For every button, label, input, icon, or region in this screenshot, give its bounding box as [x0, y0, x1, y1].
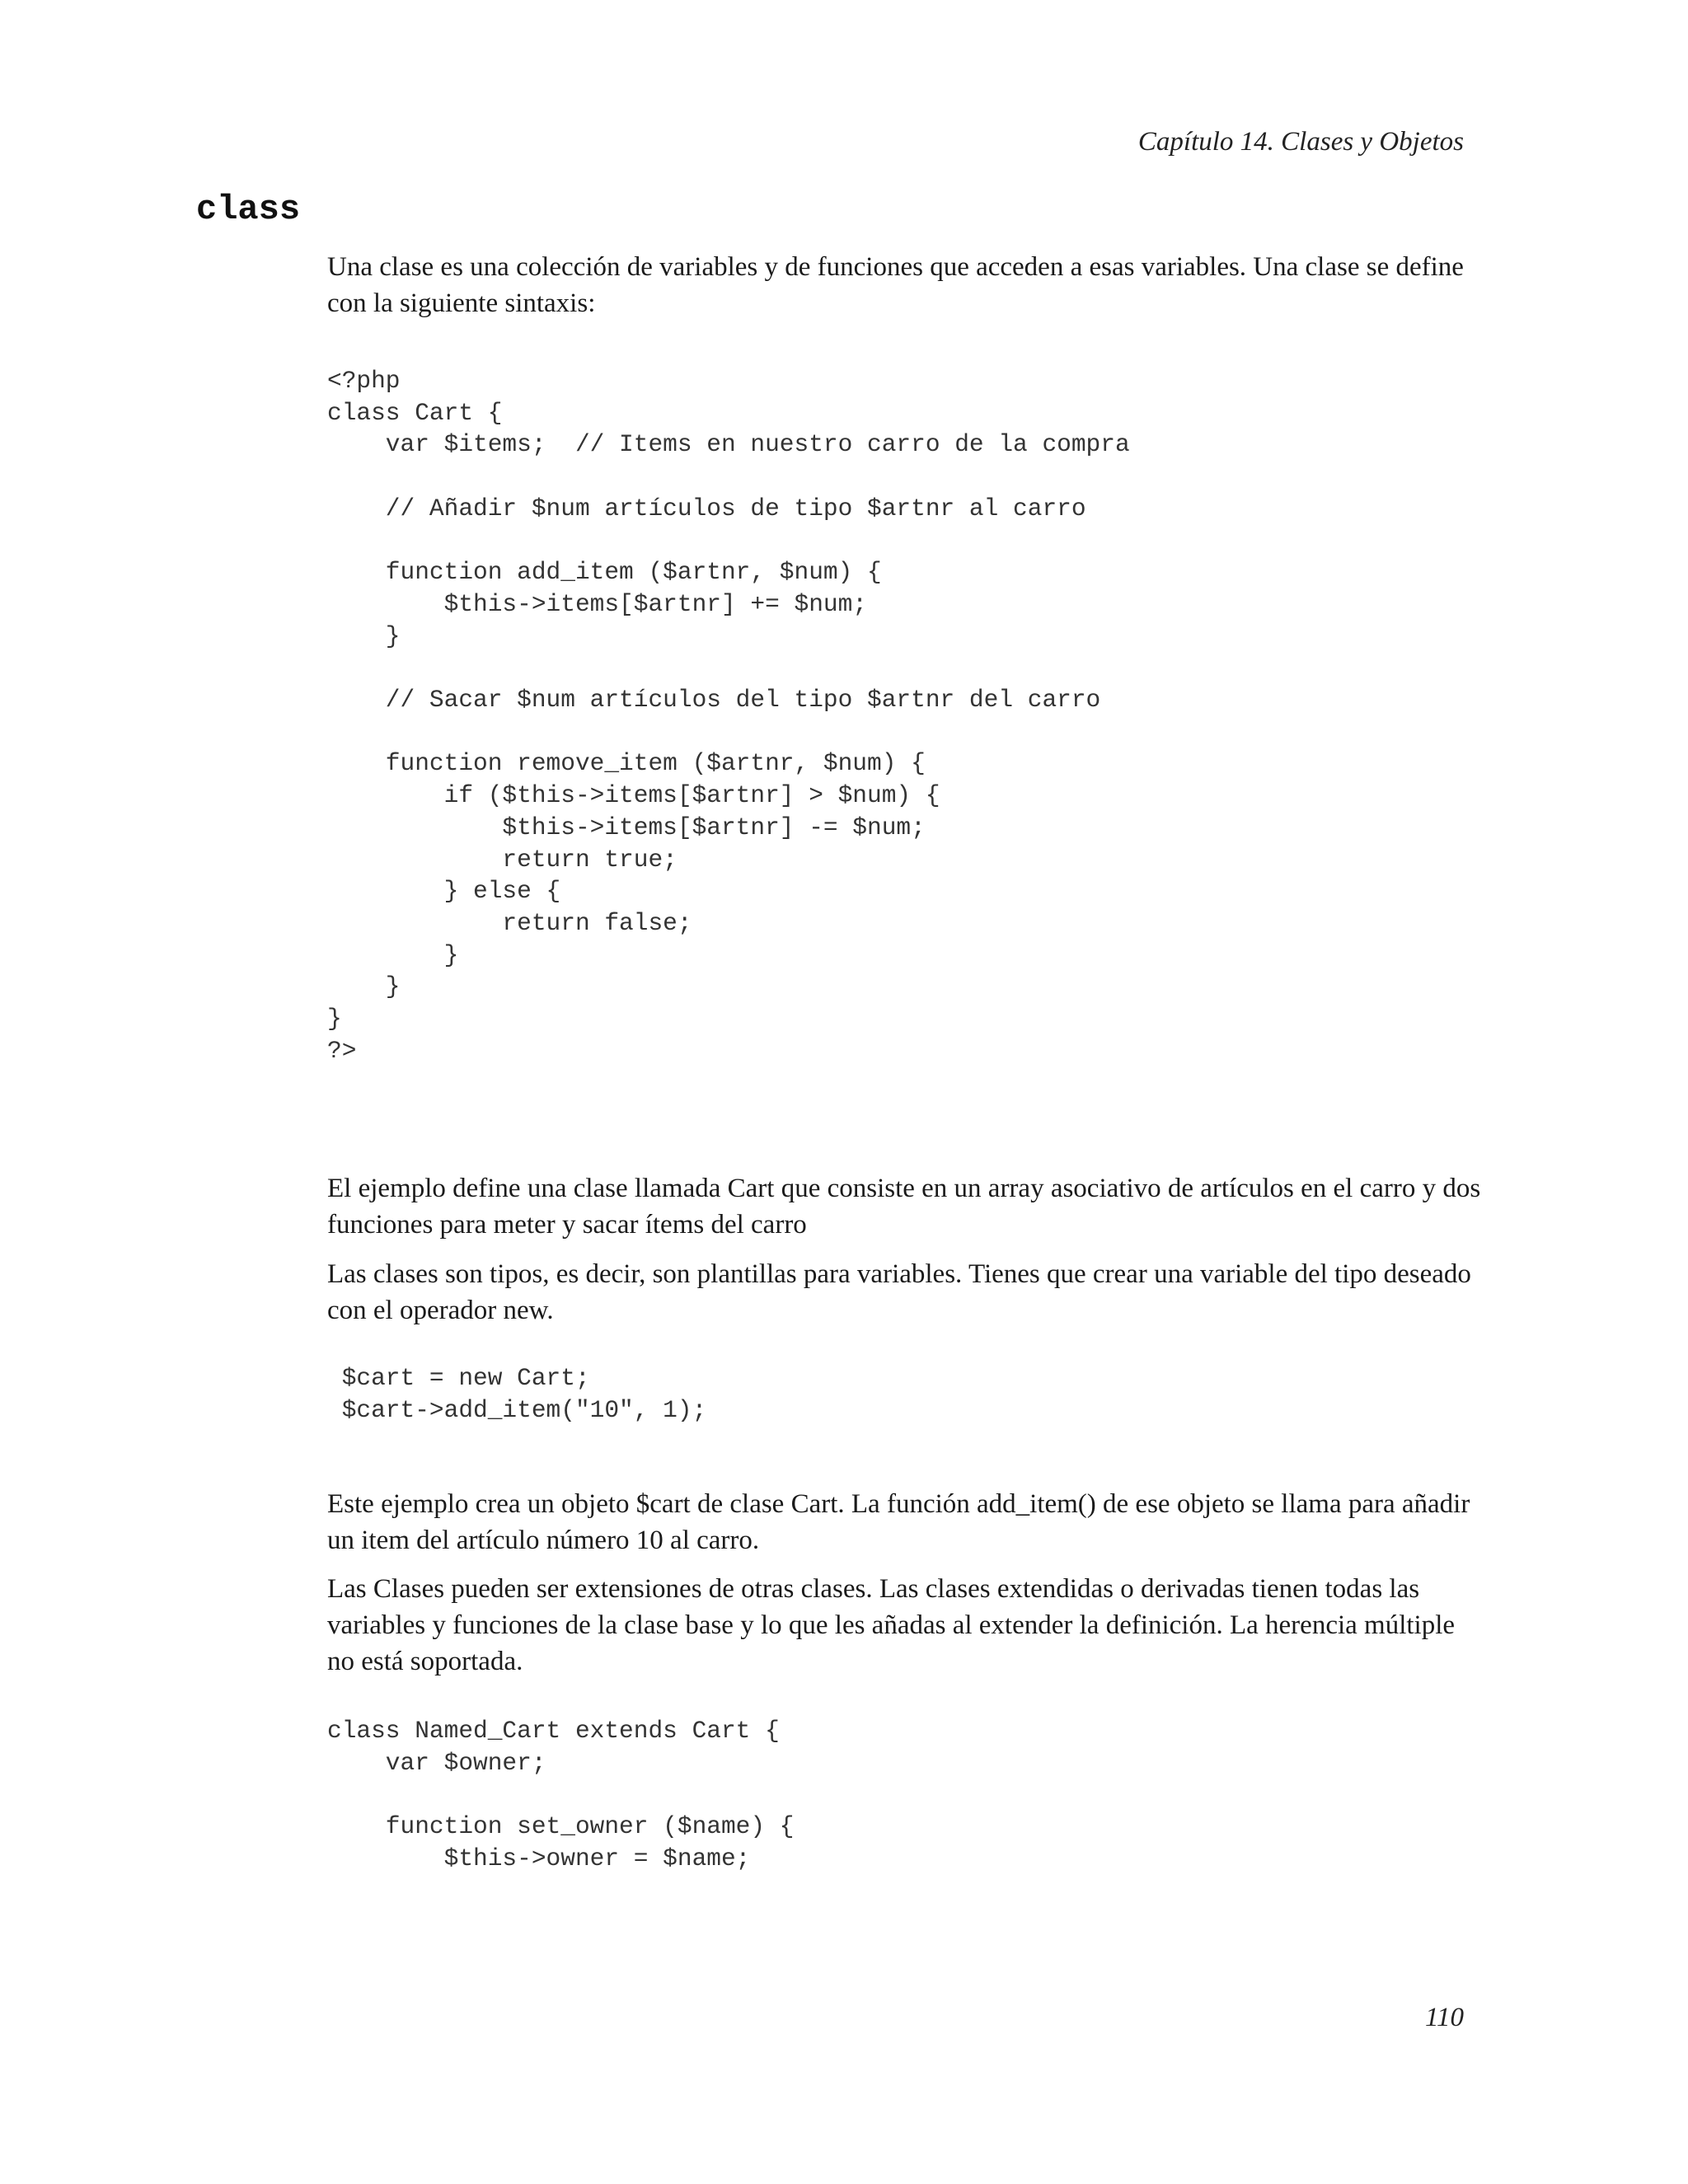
page-number: 110 — [1424, 2003, 1464, 2032]
section-title: class — [196, 190, 301, 229]
paragraph-classes-are-types: Las clases son tipos, es decir, son plantillas para variables. Tienes que crear una variable del tipo deseado con el operador new. — [327, 1259, 1471, 1325]
code-block-named-cart: class Named_Cart extends Cart { var $owner; function set_owner ($name) { $this->owner = $name; — [327, 1717, 795, 1872]
paragraph-class-intro: Una clase es una colección de variables y de funciones que acceden a esas variables. Una clase se define con la siguiente sintaxis: — [327, 252, 1464, 318]
code-block-cart-class: <?php class Cart { var $items; // Items en nuestro carro de la compra // Añadir $num artículos de tipo $artnr al carro function add_item ($artnr, $num) { $this->items[$artnr] += $num; } // Sacar $num artículos del tipo $artnr del carro function remove_item ($artnr, $num) { if ($this->items[$artnr] > $num) { $this->items[$artnr] -= $num; return true; } else { return false; } } } ?> — [327, 367, 1130, 1065]
paragraph-cart-explanation: El ejemplo define una clase llamada Cart que consiste en un array asociativo de artículos en el carro y dos funciones para meter y sacar ítems del carro — [327, 1174, 1481, 1240]
running-header: Capítulo 14. Clases y Objetos — [1137, 127, 1464, 157]
code-block-new-cart: $cart = new Cart; $cart->add_item("10", 1); — [341, 1364, 707, 1424]
paragraph-class-extensions: Las Clases pueden ser extensiones de otras clases. Las clases extendidas o derivadas tienen todas las variables y funciones de la clase base y lo que les añadas al extender la definición. La herencia múltiple no está soportada. — [327, 1574, 1456, 1676]
paragraph-cart-object: Este ejemplo crea un objeto $cart de clase Cart. La función add_item() de ese objeto se llama para añadir un item del artículo número 10 al carro. — [327, 1489, 1470, 1555]
